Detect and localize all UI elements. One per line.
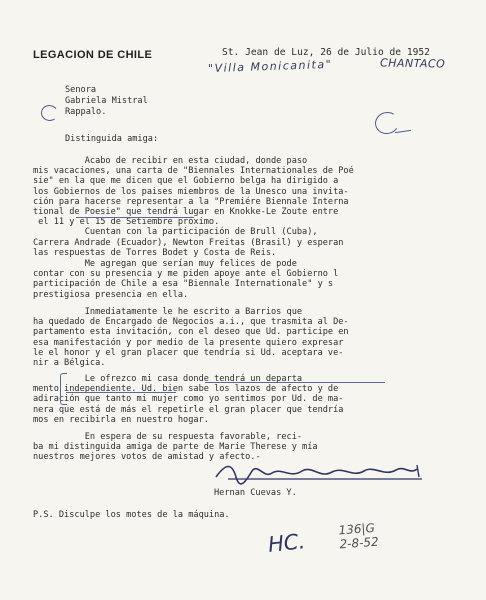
handwritten-initials: HC. [266,529,307,557]
text-line: mos en recibirla en nuestro hogar. [33,414,209,425]
handwritten-underline [76,217,194,218]
text-line: mento independiente. Ud. bien sabe los lazos de afecto y de [33,384,339,395]
text-line: tional de Poesie" que tendrá lugar en Knokke-Le Zoute entre [33,207,339,218]
archive-annotation: 136|G 2-8-52 [338,520,380,552]
paragraph-3 [33,307,453,368]
text-line: le el honor y el gran placer que tendría si Ud. aceptara ve- [33,347,344,358]
handwritten-bracket [60,373,67,405]
text-line: Acabo de recibir en esta ciudad, donde paso [33,156,308,166]
recipient-line: Gabriela Mistral [65,96,148,106]
handwritten-villa-name: "Villa Monicanita" [207,57,333,76]
signature-image [212,459,432,487]
text-line: ha quedado de Encargado de Negocios a.i., que trasmita al De- [33,317,349,328]
text-line: Cuentan con la participación de Brull (Cuba), [33,227,318,238]
paragraph-2 [33,259,453,300]
salutation: Distinguida amiga: [65,134,159,144]
text-line: Le ofrezco mi casa donde tendrá un departa [33,374,303,384]
text-line: sie" en la que me dicen que el Gobierno belga ha dirigido a [33,176,339,187]
handwritten-place: CHANTACO [379,56,446,71]
text-line: mis vacaciones, una carta de "Biennales Internationales de Poé [33,166,354,177]
text-line: ción para hacerse representar a la "Premiére Biennale Interna [33,196,349,207]
handwritten-c-mark [40,104,59,122]
text-line: contar con su presencia y me piden apoye ante el Gobierno l [33,269,339,280]
recipient-line: Senora [65,85,97,95]
handwritten-underline [66,392,176,393]
text-line: adiración que tanto mi mujer como yo sentimos por Ud. de ma- [33,394,344,405]
handwritten-underline [205,382,385,383]
letterhead: LEGACION DE CHILE [33,49,153,61]
signature-name: Hernan Cuevas Y. [214,488,297,498]
text-line: ba mi distinguida amiga de parte de Marie Therese y mía [33,442,318,453]
text-line: Me agregan que serían muy felices de pode [33,259,297,269]
paragraph-1 [33,156,453,258]
text-line: Inmediatamente le he escrito a Barrios que [33,307,303,317]
text-line: nir a Bélgica. [33,358,106,369]
text-line: esa manifestación y por medio de la presente quiero expresar [33,337,344,348]
text-line: Carrera Andrade (Ecuador), Newton Freitas (Brasil) y esperan [33,237,344,248]
dateline: St. Jean de Luz, 26 de Julio de 1952 [222,47,430,58]
text-line: partamento esta invitación, con el deseo que Ud. participe en [33,327,349,338]
text-line: En espera de su respuesta favorable, reci- [33,432,303,442]
text-line: participación de Chile a esa "Biennale Internationale" y s [33,279,334,290]
text-line: las respuestas de Torres Bodet y Costa de Reis. [33,247,277,258]
recipient-line: Rappalo. [65,107,107,117]
text-line: los Gobiernos de los paises miembros de la Unesco una invita- [33,186,349,197]
handwritten-stroke [395,130,411,133]
text-line: nuestros mejores votos de amistad y afecto.- [33,452,261,463]
text-line: prestigiosa presencia en ella. [33,289,189,300]
postscript: P.S. Disculpe los motes de la máquina. [33,510,230,520]
text-line: nera que está de más el repetirle el gran placer que tendría [33,404,344,415]
text-line: el 11 y el 15 de Setiembre próximo. [33,217,220,228]
